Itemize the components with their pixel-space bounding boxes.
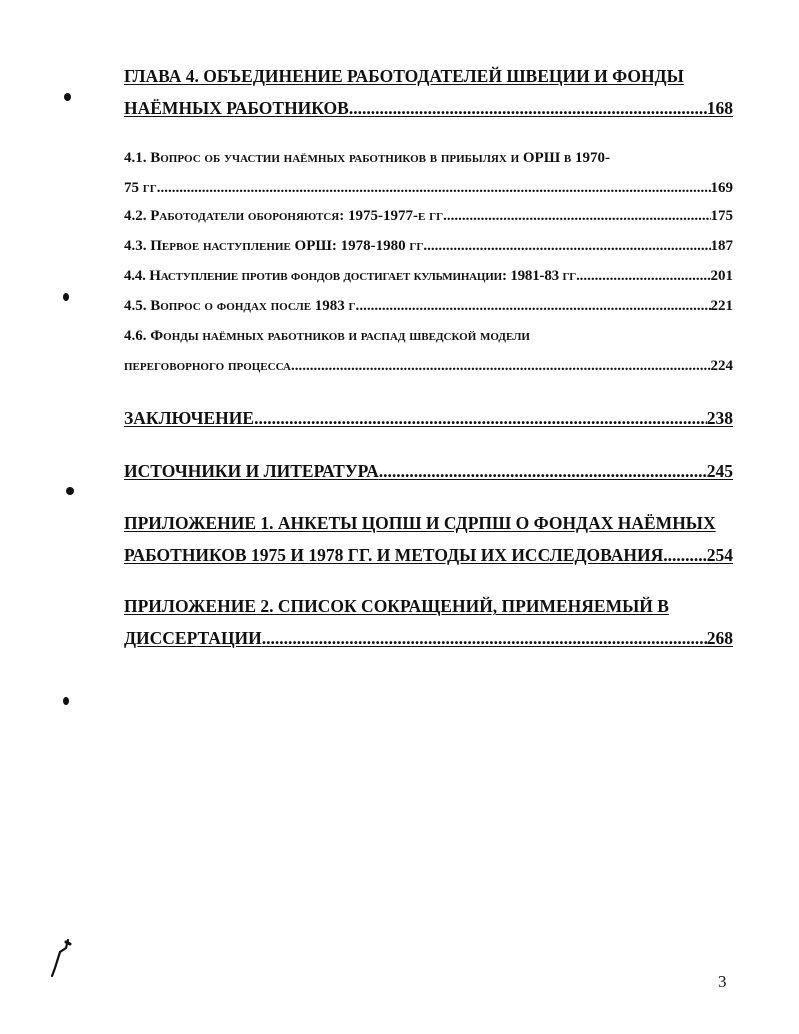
- page-number: 3: [718, 972, 727, 991]
- appendix-2-title-line1: ПРИЛОЖЕНИЕ 2. СПИСОК СОКРАЩЕНИЙ, ПРИМЕНЯЕМЫЙ В: [124, 596, 669, 616]
- appendix-1-page: 254: [706, 545, 733, 565]
- section-4-6-title-line1: 4.6. Фонды наёмных работников и распад шведской модели: [124, 328, 530, 344]
- sources-title: ИСТОЧНИКИ И ЛИТЕРАТУРА: [124, 461, 379, 481]
- toc-section-4-5[interactable]: [124, 298, 733, 328]
- section-4-1-title-line2: 75 гг.: [124, 180, 161, 196]
- conclusion-title: ЗАКЛЮЧЕНИЕ: [124, 408, 255, 428]
- dot-leader: [427, 238, 710, 255]
- section-4-4-page: 201: [710, 268, 733, 284]
- toc-section-4-3[interactable]: [124, 238, 733, 268]
- section-4-1-page: 169: [710, 180, 733, 196]
- chapter-4-title-line1: ГЛАВА 4. ОБЪЕДИНЕНИЕ РАБОТОДАТЕЛЕЙ ШВЕЦИИ И ФОНДЫ: [124, 66, 684, 86]
- dot-leader: [447, 208, 711, 225]
- dot-leader: [359, 298, 710, 315]
- section-4-3-page: 187: [710, 238, 733, 254]
- toc-chapter-4[interactable]: [124, 66, 733, 130]
- dot-leader: [291, 358, 711, 375]
- toc-sources[interactable]: [124, 461, 733, 493]
- section-4-3-title: 4.3. Первое наступление ОРШ: 1978-1980 гг.: [124, 238, 428, 254]
- section-4-4-title: 4.4. Наступление против фондов достигает кульминации: 1981-83 гг.: [124, 268, 580, 284]
- dot-leader: [254, 408, 707, 429]
- appendix-1-title-line2: РАБОТНИКОВ 1975 И 1978 ГГ. И МЕТОДЫ ИХ ИССЛЕДОВАНИЯ: [124, 545, 664, 565]
- punch-hole-mark: [63, 293, 69, 301]
- section-4-6-page: 224: [710, 358, 733, 374]
- appendix-2-title-line2: ДИССЕРТАЦИИ: [124, 628, 262, 648]
- pen-mark: [46, 938, 76, 978]
- dot-leader: [262, 628, 707, 649]
- section-4-5-page: 221: [710, 298, 733, 314]
- toc-section-4-1[interactable]: [124, 150, 733, 210]
- toc-appendix-2[interactable]: [124, 596, 733, 660]
- section-4-2-page: 175: [710, 208, 733, 224]
- sources-page: 245: [706, 461, 733, 481]
- dot-leader: [349, 98, 707, 119]
- punch-hole-mark: [64, 93, 71, 101]
- section-4-1-title-line1: 4.1. Вопрос об участии наёмных работников в прибылях и ОРШ в 1970-: [124, 150, 611, 166]
- conclusion-page: 238: [706, 408, 733, 428]
- toc-conclusion[interactable]: [124, 408, 733, 440]
- appendix-1-title-line1: ПРИЛОЖЕНИЕ 1. АНКЕТЫ ЦОПШ И СДРПШ О ФОНДАХ НАЁМНЫХ: [124, 513, 716, 533]
- dot-leader: [580, 268, 711, 285]
- appendix-2-page: 268: [706, 628, 733, 648]
- chapter-4-title-line2: НАЁМНЫХ РАБОТНИКОВ: [124, 98, 349, 118]
- punch-hole-mark: [66, 487, 74, 495]
- toc-appendix-1[interactable]: [124, 513, 733, 577]
- punch-hole-mark: [63, 697, 69, 705]
- section-4-2-title: 4.2. Работодатели обороняются: 1975-1977-е гг.: [124, 208, 447, 224]
- section-4-6-title-line2: переговорного процесса: [124, 358, 291, 374]
- dot-leader: [663, 545, 707, 566]
- section-4-5-title: 4.5. Вопрос о фондах после 1983 г.: [124, 298, 360, 314]
- toc-section-4-4[interactable]: [124, 268, 733, 298]
- chapter-4-page: 168: [706, 98, 733, 118]
- dot-leader: [161, 180, 711, 197]
- toc-section-4-2[interactable]: [124, 208, 733, 238]
- dot-leader: [379, 461, 707, 482]
- toc-section-4-6[interactable]: [124, 328, 733, 388]
